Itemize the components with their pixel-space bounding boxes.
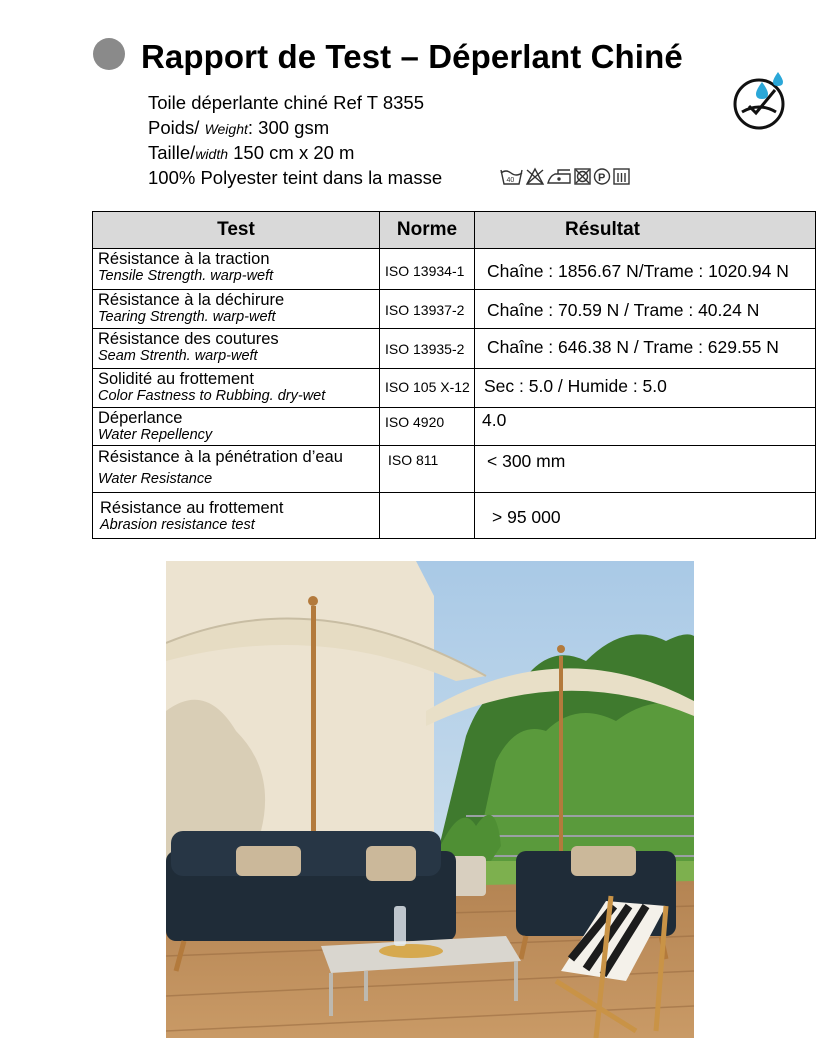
result-cell [475, 408, 816, 446]
test-name-en: Water Resistance [98, 471, 213, 487]
test-name: Résistance au frottement [100, 499, 284, 517]
title-bullet [93, 38, 125, 70]
norm-cell [380, 290, 475, 329]
result-cell [475, 369, 816, 408]
norm-value [380, 493, 474, 507]
test-name: Résistance à la pénétration d’eau [98, 448, 343, 466]
norm-value: ISO 13934-1 [385, 263, 465, 279]
svg-text:P: P [598, 172, 606, 184]
table-row [93, 249, 816, 290]
test-cell [93, 290, 380, 329]
test-name-en: Water Repellency [98, 427, 213, 443]
table-row [93, 408, 816, 446]
result-value: Chaîne : 646.38 N / Trame : 629.55 N [487, 337, 779, 357]
result-cell [475, 290, 816, 329]
norm-cell [380, 329, 475, 369]
header-norm: Norme [380, 212, 475, 249]
header-result: Résultat [475, 212, 816, 249]
test-name-en: Tensile Strength. warp-weft [98, 268, 274, 284]
table-header-row [93, 212, 816, 249]
norm-value: ISO 811 [388, 452, 439, 468]
terrace-photo [166, 561, 694, 1038]
test-cell [93, 446, 380, 493]
result-value: 4.0 [482, 410, 507, 430]
result-value: < 300 mm [487, 451, 566, 471]
test-name-en: Abrasion resistance test [100, 517, 255, 533]
header-test: Test [93, 212, 380, 249]
test-cell [93, 408, 380, 446]
result-cell [475, 329, 816, 369]
result-cell [475, 493, 816, 539]
norm-value: ISO 13935-2 [385, 341, 465, 357]
test-name-en: Seam Strenth. warp-weft [98, 348, 258, 364]
water-repellent-icon [729, 68, 791, 132]
test-cell [93, 369, 380, 408]
product-size: Taille/width 150 cm x 20 m [148, 142, 355, 163]
norm-cell [380, 493, 475, 539]
product-composition: 100% Polyester teint dans la masse [148, 167, 443, 188]
dry-clean-p-icon [595, 169, 610, 184]
norm-value: ISO 4920 [385, 414, 445, 430]
no-bleach-icon [527, 169, 543, 184]
table-row [93, 446, 816, 493]
table-row [93, 329, 816, 369]
test-name-en: Color Fastness to Rubbing. dry-wet [98, 388, 326, 404]
test-name: Déperlance [98, 409, 183, 427]
product-reference: Toile déperlante chiné Ref T 8355 [148, 92, 424, 113]
test-cell [93, 249, 380, 290]
product-weight: Poids/ Weight: 300 gsm [148, 117, 330, 138]
norm-cell [380, 249, 475, 290]
wash-40-icon [501, 170, 522, 184]
table-row [93, 493, 816, 539]
test-name: Résistance à la traction [98, 250, 270, 268]
result-value: > 95 000 [492, 507, 561, 527]
test-name: Résistance à la déchirure [98, 291, 285, 309]
table-row [93, 369, 816, 408]
page-title: Rapport de Test – Déperlant Chiné [141, 38, 683, 75]
result-cell [475, 446, 816, 493]
norm-cell [380, 408, 475, 446]
test-results-table [92, 211, 816, 539]
table-row [93, 290, 816, 329]
test-cell [93, 493, 380, 539]
norm-value: ISO 105 X-12 [385, 379, 470, 395]
result-cell [475, 249, 816, 290]
result-value: Sec : 5.0 / Humide : 5.0 [484, 376, 667, 396]
care-symbols [498, 164, 638, 188]
test-name: Résistance des coutures [98, 330, 279, 348]
svg-text:40: 40 [506, 177, 515, 184]
no-tumble-dry-icon [575, 169, 590, 184]
test-name-en: Tearing Strength. warp-weft [98, 309, 276, 325]
norm-cell [380, 446, 475, 493]
iron-low-icon [548, 170, 570, 183]
result-value: Chaîne : 70.59 N / Trame : 40.24 N [487, 300, 760, 320]
test-cell [93, 329, 380, 369]
norm-value: ISO 13937-2 [385, 302, 465, 318]
line-dry-icon [614, 169, 629, 184]
result-value: Chaîne : 1856.67 N/Trame : 1020.94 N [487, 261, 789, 281]
test-name: Solidité au frottement [98, 370, 254, 388]
norm-cell [380, 369, 475, 408]
